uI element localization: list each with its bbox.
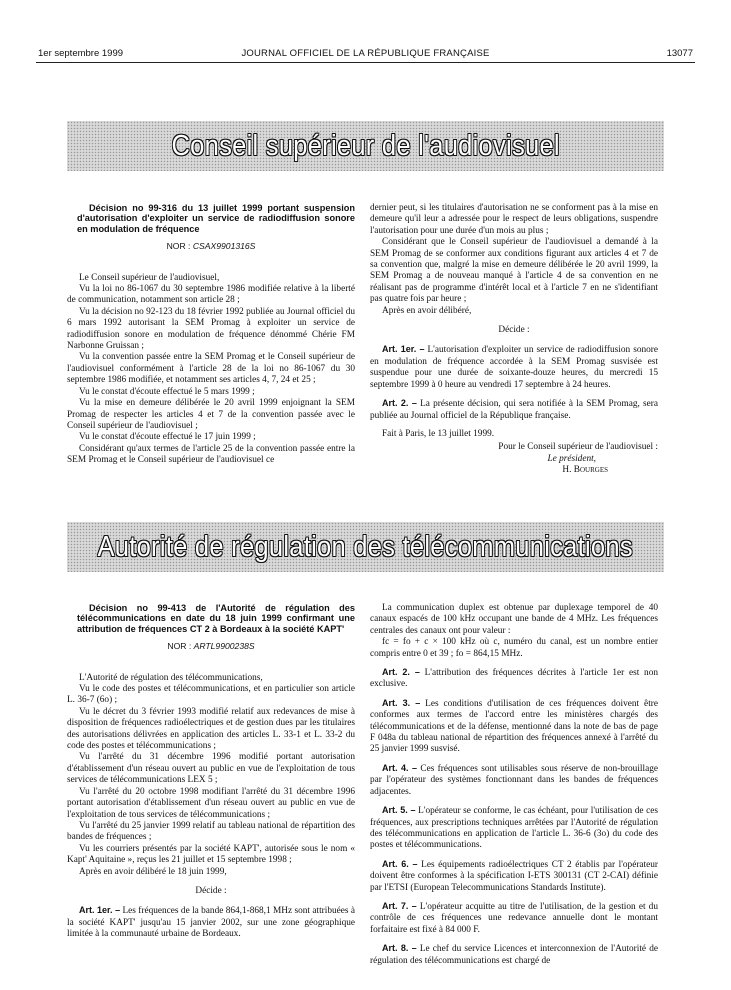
article-text: L'opérateur acquitte au titre de l'utilisation, de la gestion et du contrôle de ces fréquences une redevance annuelle dont le montant forfaitaire est fixé à 84 000 F.: [370, 901, 658, 935]
paragraph: Vu le décret du 3 février 1993 modifié relatif aux redevances de mise à disposition de fréquences radioélectriques et de gestion dues par les titulaires des autorisations délivrées en application des articles L. 33-1 et L. 33-2 du code des postes et télécommunications ;: [67, 706, 355, 752]
article-1: [67, 905, 355, 940]
signature-role: Le président,: [547, 453, 596, 464]
article-1: [370, 344, 658, 391]
article-label: Art. 7. –: [382, 900, 417, 911]
paragraph: Vu la mise en demeure délibérée le 20 avril 1999 enjoignant la SEM Promag de respecter les articles 4 et 7 de la convention passée avec le Conseil supérieur de l'audiovisuel ;: [67, 398, 355, 431]
paragraph: Vu la convention passée entre la SEM Promag et le Conseil supérieur de l'audiovisuel conformément à l'article 28 de la loi no 86-1067 du 30 septembre 1986 modifiée, et notamment ses articles 4, 7, 24 et 25 ;: [67, 352, 355, 386]
decision-csa-right-column: [370, 203, 658, 477]
header-journal-title: JOURNAL OFFICIEL DE LA RÉPUBLIQUE FRANÇAISE: [241, 48, 490, 59]
article-2: [370, 667, 658, 691]
paragraph: dernier peut, si les titulaires d'autorisation ne se conforment pas à la mise en demeure qu'il leur a adressée pour le respect de leurs obligations, suspendre l'autorisation pour une durée d'un mois au plus ;: [370, 203, 658, 236]
paragraph: Vu le constat d'écoute effectué le 17 juin 1999 ;: [79, 432, 256, 443]
header-page-number: 13077: [666, 48, 693, 59]
paragraph: Vu la loi no 86-1067 du 30 septembre 1986 modifiée relative à la liberté de communication, notamment son article 28 ;: [67, 284, 355, 306]
article-label: Art. 5. –: [382, 805, 416, 816]
article-2: [370, 398, 658, 422]
article-3: [370, 698, 658, 756]
signature-block: [370, 442, 658, 476]
paragraph: Vu l'arrêté du 31 décembre 1996 modifié portant autorisation d'établissement d'un réseau ouvert au public en vue de l'exploitation de tous services de télécommunications LEX 5 ;: [67, 752, 355, 786]
article-text: L'opérateur se conforme, le cas échéant, pour l'utilisation de ces fréquences, aux prescriptions techniques arrêtées par l'Autorité de régulation des télécommunications en application de l'article L. 36-6 (3o) du code des postes et télécommunications.: [370, 806, 658, 851]
decision-art-right-column: [370, 603, 658, 967]
paragraph: Considérant que le Conseil supérieur de l'audiovisuel a demandé à la SEM Promag de se conformer aux conditions figurant aux articles 4 et 7 de sa convention que, malgré la mise en demeure délibérée le 20 avril 1999, la SEM Promag a de nouveau manqué à l'article 4 de sa convention en ne réalisant pas de programme d'intérêt local et à l'article 7 en ne s'identifiant pas quatre fois par heure ;: [370, 237, 658, 305]
paragraph: La communication duplex est obtenue par duplexage temporel de 40 canaux espacés de 100 kHz occupant une bande de 4 MHz. Les fréquences centrales des canaux ont pour valeur :: [370, 603, 658, 636]
nor-reference: [67, 241, 355, 252]
header-date: 1er septembre 1999: [38, 48, 124, 59]
decision-title: Décision no 99-316 du 13 juillet 1999 portant suspension d'autorisation d'exploiter un service de radiodiffusion sonore en modulation de fréquence: [77, 203, 355, 234]
signature-line: Pour le Conseil supérieur de l'audiovisuel :: [498, 442, 658, 453]
article-7: [370, 901, 658, 936]
section-banner-art: [67, 522, 664, 572]
paragraph: Vu les courriers présentés par la société KAPT', autorisée sous le nom « Kapt' Aquitaine », reçus les 21 juillet et 15 septembre 1998 ;: [67, 843, 355, 866]
running-header: [36, 48, 695, 62]
nor-label: NOR :: [167, 641, 192, 652]
banner-title: Conseil supérieur de l'audiovisuel: [171, 129, 560, 162]
paragraph: Vu le constat d'écoute effectué le 5 mars 1999 ;: [79, 386, 255, 397]
paragraph: Après en avoir délibéré,: [382, 305, 472, 316]
article-4: [370, 763, 658, 798]
article-text: Les équipements radioélectriques CT 2 établis par l'opérateur doivent être conformes à la spécification I-ETS 300131 (CT 2-CAI) définie par l'ETSI (European Telecommunications Standards Institute).: [370, 859, 658, 893]
article-label: Art. 1er. –: [382, 344, 425, 355]
paragraph: Vu la décision no 92-123 du 18 février 1992 publiée au Journal officiel du 6 mars 1992 autorisant la SEM Promag à exploiter un service de radiodiffusion sonore en modulation de fréquence dénommé Chérie FM Narbonne Gruissan ;: [67, 306, 355, 352]
article-text: L'attribution des fréquences décrites à l'article 1er est non exclusive.: [370, 668, 658, 690]
section-banner-csa: [67, 121, 664, 171]
paragraph: Vu l'arrêté du 20 octobre 1998 modifiant l'arrêté du 31 décembre 1996 portant autorisation d'établissement d'un réseau ouvert au public en vue de l'exploitation de tous services de télécommunications ;: [67, 786, 355, 820]
decision-title: Décision no 99-413 de l'Autorité de régulation des télécommunications en date du 18 juin 1999 confirmant une attribution de fréquences CT 2 à Bordeaux à la société KAPT': [77, 603, 355, 634]
banner-title: Autorité de régulation des télécommunications: [97, 530, 634, 563]
article-text: Ces fréquences sont utilisables sous réserve de non-brouillage par l'opérateur des systèmes fonctionnant dans les bandes de fréquences adjacentes.: [370, 763, 658, 797]
header-rule: [36, 62, 695, 63]
article-text: Le chef du service Licences et interconnexion de l'Autorité de régulation des télécommunications est chargé de: [370, 944, 658, 966]
article-label: Art. 3. –: [382, 697, 421, 708]
signature-name: H. Bourges: [562, 465, 608, 476]
article-label: Art. 6. –: [382, 858, 418, 869]
fait-a-paris: Fait à Paris, le 13 juillet 1999.: [382, 428, 495, 439]
article-label: Art. 2. –: [382, 398, 417, 409]
article-text: L'autorisation d'exploiter un service de radiodiffusion sonore en modulation de fréquence accordée à la SEM Promag susvisée est suspendue pour une durée de soixante-douze heures, du mercredi 15 septembre 1999 à 0 heure au vendredi 17 septembre à 24 heures.: [370, 345, 658, 390]
article-label: Art. 2. –: [382, 667, 420, 678]
paragraph: Après en avoir délibéré le 18 juin 1999,: [79, 866, 227, 877]
article-text: La présente décision, qui sera notifiée à la SEM Promag, sera publiée au Journal officiel de la République française.: [370, 399, 659, 421]
nor-label: NOR :: [166, 241, 191, 252]
article-label: Art. 1er. –: [79, 905, 121, 916]
nor-code: CSAX9901316S: [192, 241, 256, 252]
paragraph: Considérant qu'aux termes de l'article 25 de la convention passée entre la SEM Promag et le Conseil supérieur de l'audiovisuel ce: [67, 443, 355, 466]
article-text: Les fréquences de la bande 864,1-868,1 MHz sont attribuées à la société KAPT' jusqu'au 15 janvier 2002, sur une zone géographique limitée à la communauté urbaine de Bordeaux.: [67, 906, 355, 940]
article-label: Art. 4. –: [382, 762, 418, 773]
article-label: Art. 8. –: [382, 943, 417, 954]
paragraph: Vu le code des postes et télécommunications, et en particulier son article L. 36-7 (6o) ;: [67, 684, 355, 706]
article-5: [370, 805, 658, 852]
nor-code: ARTL9900238S: [193, 641, 255, 652]
formula-paragraph: fc = fo + c × 100 kHz où c, numéro du canal, est un nombre entier compris entre 0 et 39 ; fo = 864,15 MHz.: [370, 637, 658, 659]
article-6: [370, 859, 658, 894]
paragraph: Vu l'arrêté du 25 janvier 1999 relatif au tableau national de répartition des bandes de fréquences ;: [67, 820, 355, 843]
article-text: Les conditions d'utilisation de ces fréquences doivent être conformes aux termes de l'accord entre les ministères chargés des télécommunications et de la défense, mentionné dans la note de bas de page F 048a du tableau national de répartition des fréquences annexé à l'arrêté du 25 janvier 1999 susvisé.: [370, 698, 658, 755]
paragraph: L'Autorité de régulation des télécommunications,: [79, 672, 263, 683]
article-8: [370, 943, 658, 967]
decide-heading: Décide :: [498, 325, 530, 336]
decision-art-left-column: [67, 603, 355, 941]
decide-heading: Décide :: [195, 885, 227, 896]
decision-csa-left-column: [67, 203, 355, 467]
nor-reference: [67, 641, 355, 652]
paragraph: Le Conseil supérieur de l'audiovisuel,: [79, 272, 220, 283]
